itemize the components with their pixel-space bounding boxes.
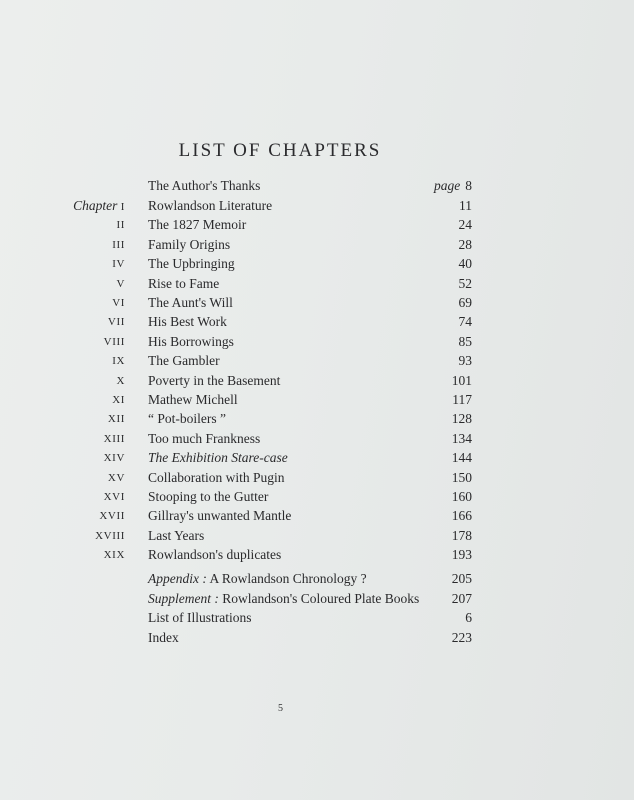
chapter-word: Chapter	[73, 198, 118, 213]
toc-row	[0, 332, 634, 352]
toc-row	[0, 274, 634, 294]
toc-page-number: 93	[458, 353, 472, 369]
toc-title: Stooping to the Gutter	[148, 489, 269, 504]
toc-row	[0, 390, 634, 410]
toc-row	[0, 351, 634, 371]
toc-page-number: 74	[458, 314, 472, 330]
toc-row	[0, 235, 634, 255]
toc-row	[0, 448, 634, 468]
toc-page-number: 28	[458, 236, 472, 252]
chapter-number: VII	[107, 316, 125, 329]
page-number: 5	[278, 703, 283, 714]
toc-row-supplement	[0, 589, 634, 609]
toc-row	[0, 409, 634, 429]
toc-page-number: 69	[458, 295, 472, 310]
toc-row-illustrations	[0, 608, 634, 628]
chapter-number: XI	[112, 394, 125, 406]
toc-page-number: 193	[451, 547, 472, 563]
toc-page-number: 205	[451, 571, 472, 586]
toc-row-index	[0, 628, 634, 648]
toc-title: The Exhibition Stare-case	[148, 450, 288, 466]
toc-title: Rise to Fame	[148, 275, 220, 291]
toc-title: Rowlandson Literature	[148, 198, 273, 213]
toc-title: Gillray's unwanted Mantle	[148, 508, 292, 524]
toc-title: Last Years	[148, 527, 205, 543]
toc-page-number: 223	[451, 629, 472, 645]
toc-page-number: 160	[451, 489, 472, 504]
toc-row	[0, 371, 634, 391]
toc-page-number: 207	[451, 590, 472, 606]
toc-page-number: 52	[458, 275, 472, 291]
toc-page-number: 128	[451, 411, 472, 427]
chapter-number: VI	[112, 297, 125, 309]
chapter-number: XII	[107, 413, 125, 426]
toc-title: Collaboration with Pugin	[148, 469, 285, 485]
toc-page-number: 8	[465, 178, 472, 193]
chapter-number: XVI	[103, 491, 125, 503]
chapter-number: XIV	[103, 452, 125, 465]
toc-title: “ Pot-boilers ”	[148, 411, 226, 427]
toc-row	[0, 312, 634, 332]
chapter-number: V	[116, 277, 125, 290]
toc-title: His Borrowings	[148, 333, 234, 349]
toc-row	[0, 506, 634, 526]
toc-row-appendix	[0, 569, 634, 589]
toc-title: Poverty in the Basement	[148, 372, 281, 388]
toc-page-number: 144	[451, 450, 472, 466]
toc-title: List of Illustrations	[148, 610, 252, 625]
chapter-number: XIII	[103, 432, 125, 445]
chapter-number: II	[116, 219, 125, 232]
chapter-number: VIII	[103, 335, 125, 348]
toc-title: Mathew Michell	[148, 392, 238, 407]
toc-row	[0, 545, 634, 565]
chapter-number: XVIII	[95, 529, 125, 542]
toc-page-number: 85	[458, 333, 472, 349]
page-title: LIST OF CHAPTERS	[178, 140, 382, 161]
toc-page-number: 150	[451, 469, 472, 485]
toc-title-text: Rowlandson's Coloured Plate Books	[222, 590, 420, 606]
toc-title-text: A Rowlandson Chronology ?	[209, 571, 367, 586]
toc-row	[0, 468, 634, 488]
toc-row	[0, 254, 634, 274]
chapter-number: III	[112, 238, 125, 251]
toc-page-number: 6	[465, 610, 472, 625]
toc-page-number: 166	[451, 508, 472, 524]
toc-row-front	[0, 176, 634, 196]
toc-title	[148, 569, 367, 589]
toc-title: The Author's Thanks	[148, 178, 261, 193]
toc-title: Rowlandson's duplicates	[148, 547, 282, 563]
toc-prefix: Appendix :	[148, 571, 207, 586]
toc-title: His Best Work	[148, 314, 227, 330]
toc-page-number: 101	[451, 372, 472, 388]
toc-row	[0, 293, 634, 313]
toc-row	[0, 429, 634, 449]
toc-page	[434, 176, 472, 196]
toc-title: Family Origins	[148, 236, 231, 252]
toc-page-number: 178	[451, 527, 472, 543]
toc-title: Too much Frankness	[148, 430, 261, 446]
toc-row	[0, 487, 634, 507]
toc-page-number: 134	[451, 430, 472, 446]
chapter-number: XVII	[99, 510, 125, 523]
toc-page-number: 117	[452, 392, 472, 407]
chapter-number: XIX	[103, 549, 125, 562]
toc-title: Index	[148, 629, 179, 645]
chapter-number: IV	[112, 258, 125, 271]
toc-title: The 1827 Memoir	[148, 217, 247, 233]
chapter-number: IX	[112, 355, 125, 368]
toc-page-number: 40	[458, 256, 472, 272]
toc-row	[0, 215, 634, 235]
toc-title: The Gambler	[148, 353, 220, 369]
toc-prefix: Supplement :	[148, 590, 219, 606]
toc-title: The Upbringing	[148, 256, 235, 272]
toc-title: The Aunt's Will	[148, 295, 233, 310]
chapter-number	[73, 196, 125, 217]
chapter-number: X	[116, 374, 125, 387]
toc-page-number: 11	[459, 198, 472, 213]
toc-title	[148, 589, 419, 609]
page-word: page	[434, 178, 461, 193]
chapter-number: XV	[107, 471, 125, 484]
toc-page-number: 24	[458, 217, 472, 233]
toc-row	[0, 196, 634, 216]
chapter-numeral: I	[120, 201, 125, 213]
toc-row	[0, 526, 634, 546]
